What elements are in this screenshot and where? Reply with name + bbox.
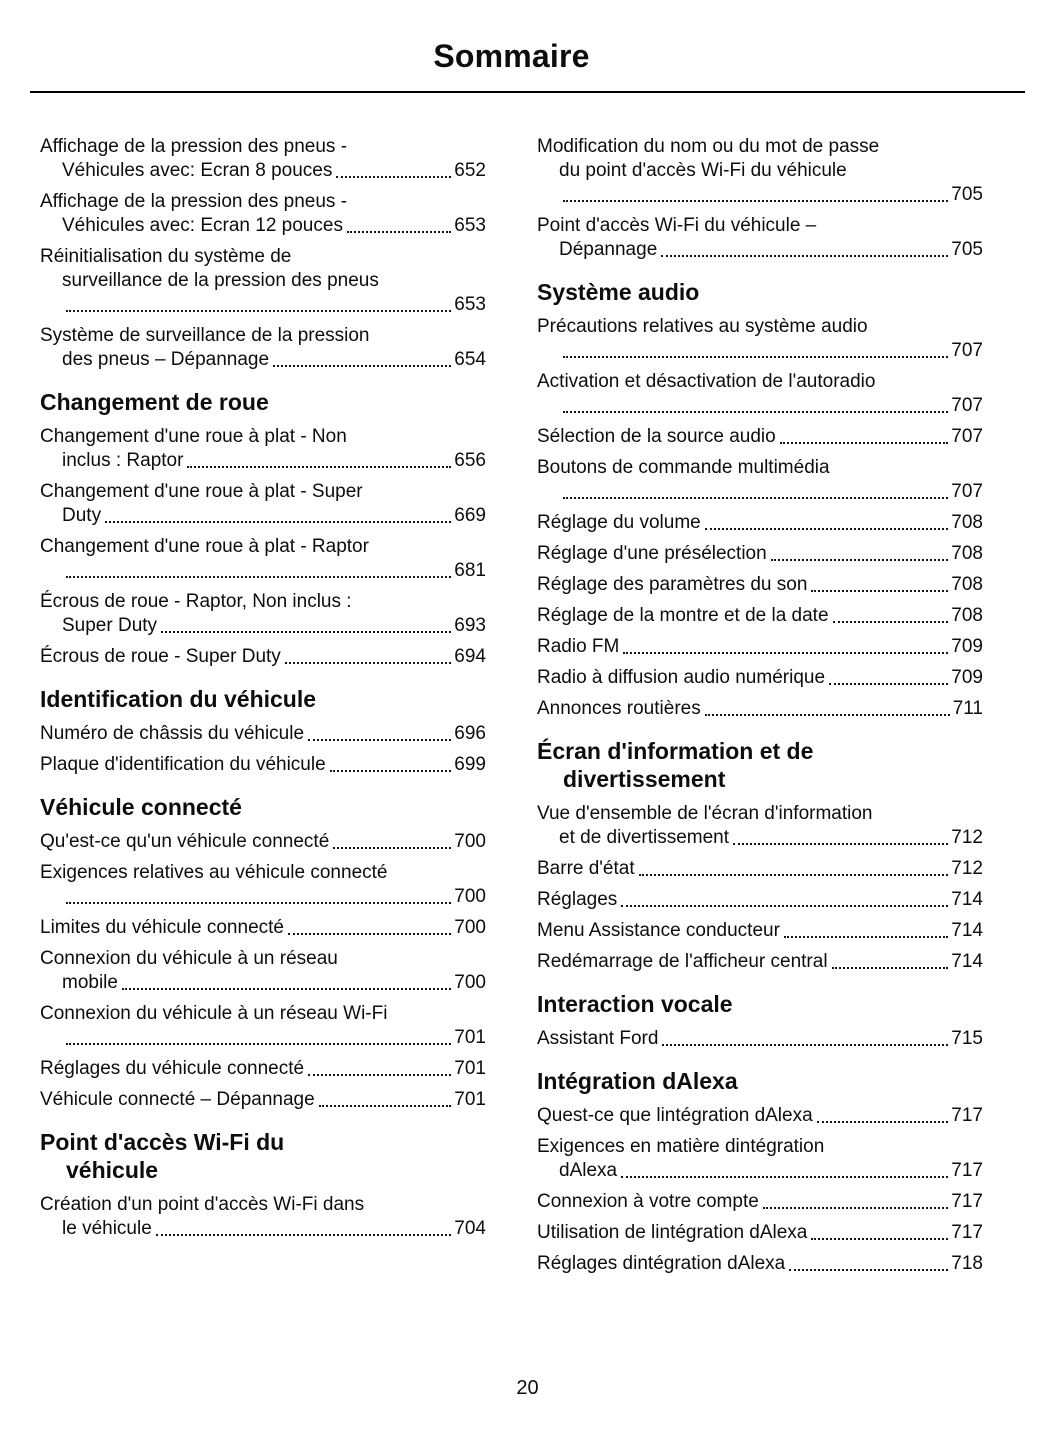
toc-entry-lastline [537, 1252, 983, 1276]
toc-entry [40, 916, 486, 940]
dot-leader [336, 176, 451, 178]
dot-leader [829, 683, 948, 685]
toc-entry-text: Création d'un point d'accès Wi-Fi dans [40, 1194, 365, 1215]
toc-entry-text: surveillance de la pression des pneus [62, 270, 379, 291]
title-divider [30, 91, 1025, 93]
toc-entry [537, 857, 983, 881]
toc-entry-text: Menu Assistance conducteur [537, 920, 780, 941]
toc-entry-lastline [40, 1217, 486, 1241]
toc-entry-lastline [537, 919, 983, 943]
toc-entry-text: Changement d'une roue à plat - Non [40, 426, 347, 447]
toc-entry-lastline [537, 480, 983, 504]
toc-entry [537, 370, 983, 418]
toc-entry-text: Connexion du véhicule à un réseau [40, 948, 338, 969]
toc-entry-text: Qu'est-ce qu'un véhicule connecté [40, 831, 330, 852]
toc-page-number: 709 [951, 636, 983, 657]
toc-entry-text: Réglage de la montre et de la date [537, 605, 829, 626]
dot-leader [563, 497, 948, 499]
dot-leader [817, 1121, 949, 1123]
toc-entry-text: Vue d'ensemble de l'écran d'information [537, 803, 873, 824]
toc-page-number: 705 [951, 239, 983, 260]
toc-entry [40, 1002, 486, 1050]
section-heading [40, 1128, 486, 1184]
toc-entry-lastline [537, 635, 983, 659]
toc-page-number: 704 [454, 1218, 486, 1239]
dot-leader [161, 631, 451, 633]
dot-leader [833, 621, 949, 623]
dot-leader [563, 411, 948, 413]
toc-entry-text: Dépannage [559, 239, 658, 260]
toc-entry [40, 590, 486, 638]
toc-entry-lastline [40, 293, 486, 317]
toc-entry-text: Véhicules avec: Ecran 8 pouces [62, 160, 333, 181]
toc-page-number: 694 [454, 646, 486, 667]
toc-entry-lastline [537, 697, 983, 721]
toc-entry [40, 324, 486, 372]
toc-entry-text: Barre d'état [537, 858, 635, 879]
toc-entry [40, 1057, 486, 1081]
toc-page-number: 654 [454, 349, 486, 370]
toc-page-number: 652 [454, 160, 486, 181]
toc-entry-lastline [537, 425, 983, 449]
section-heading-text: Véhicule connecté [40, 794, 242, 820]
toc-entry-lastline [537, 857, 983, 881]
toc-entry [537, 456, 983, 504]
dot-leader [832, 967, 949, 969]
toc-entry [40, 535, 486, 583]
section-heading-text: Intégration dAlexa [537, 1068, 738, 1094]
section-heading [40, 685, 486, 713]
toc-entry-text: Véhicule connecté – Dépannage [40, 1089, 315, 1110]
toc-entry-text: inclus : Raptor [62, 450, 184, 471]
dot-leader [563, 356, 948, 358]
section-heading-text: Système audio [537, 279, 700, 305]
toc-entry-text: Radio FM [537, 636, 620, 657]
toc-entry [40, 190, 486, 238]
toc-page-number: 653 [454, 215, 486, 236]
toc-entry [537, 315, 983, 363]
toc-page-number: 707 [951, 395, 983, 416]
dot-leader [319, 1105, 452, 1107]
toc-entry [537, 604, 983, 628]
toc-entry [40, 722, 486, 746]
toc-page-number: 700 [454, 831, 486, 852]
toc-entry-lastline [537, 339, 983, 363]
toc-entry-lastline [40, 1088, 486, 1112]
dot-leader [771, 559, 949, 561]
toc-entry-lastline [40, 559, 486, 583]
dot-leader [733, 843, 948, 845]
toc-entry-text: le véhicule [62, 1218, 152, 1239]
dot-leader [621, 905, 948, 907]
dot-leader [705, 528, 949, 530]
toc-entry-text: Réglages dintégration dAlexa [537, 1253, 786, 1274]
toc-page-number: 718 [951, 1253, 983, 1274]
toc-page-number: 669 [454, 505, 486, 526]
dot-leader [156, 1234, 452, 1236]
section-heading-text: Interaction vocale [537, 991, 733, 1017]
section-heading-text: Identification du véhicule [40, 686, 317, 712]
toc-entry [537, 573, 983, 597]
toc-entry-text: Sélection de la source audio [537, 426, 776, 447]
toc-entry-lastline [40, 722, 486, 746]
toc-entry-lastline [537, 1159, 983, 1183]
toc-entry [537, 919, 983, 943]
toc-entry-lastline [40, 214, 486, 238]
toc-entry-text: Exigences en matière dintégration [537, 1136, 825, 1157]
toc-page-number: 714 [951, 951, 983, 972]
toc-entry-text: Réinitialisation du système de [40, 246, 292, 267]
toc-columns [40, 135, 983, 1283]
toc-entry [40, 753, 486, 777]
dot-leader [66, 576, 451, 578]
toc-page-number: 693 [454, 615, 486, 636]
toc-page-number: 701 [454, 1089, 486, 1110]
section-heading [40, 388, 486, 416]
toc-page-number: 700 [454, 917, 486, 938]
dot-leader [780, 442, 949, 444]
toc-page-number: 653 [454, 294, 486, 315]
toc-entry [537, 888, 983, 912]
dot-leader [66, 902, 451, 904]
toc-page-number: 707 [951, 481, 983, 502]
toc-page-number: 712 [951, 858, 983, 879]
toc-entry-lastline [40, 449, 486, 473]
toc-column-right [537, 135, 983, 1283]
toc-entry [40, 1088, 486, 1112]
toc-entry [537, 802, 983, 850]
dot-leader [66, 310, 451, 312]
toc-entry-lastline [40, 830, 486, 854]
toc-entry-text: Utilisation de lintégration dAlexa [537, 1222, 808, 1243]
toc-entry-lastline [40, 504, 486, 528]
toc-entry-lastline [40, 348, 486, 372]
toc-entry [537, 635, 983, 659]
dot-leader [662, 1044, 948, 1046]
toc-entry-text: Exigences relatives au véhicule connecté [40, 862, 388, 883]
toc-entry-lastline [537, 542, 983, 566]
dot-leader [784, 936, 948, 938]
dot-leader [285, 662, 452, 664]
toc-entry-text: et de divertissement [559, 827, 730, 848]
toc-page-number: 681 [454, 560, 486, 581]
section-heading [40, 793, 486, 821]
toc-entry [537, 135, 983, 207]
toc-entry-text: Activation et désactivation de l'autoradio [537, 371, 876, 392]
toc-entry [40, 947, 486, 995]
dot-leader [122, 988, 451, 990]
toc-page-number: 656 [454, 450, 486, 471]
toc-column-left [40, 135, 486, 1283]
section-heading [537, 278, 983, 306]
toc-page-number: 717 [951, 1222, 983, 1243]
toc-entry-lastline [40, 753, 486, 777]
toc-entry-text: Modification du nom ou du mot de passe [537, 136, 880, 157]
toc-entry-text: Plaque d'identification du véhicule [40, 754, 326, 775]
section-heading-text: divertissement [563, 766, 726, 792]
toc-page-number: 701 [454, 1027, 486, 1048]
section-heading [537, 990, 983, 1018]
toc-page-number: 717 [951, 1191, 983, 1212]
dot-leader [763, 1207, 949, 1209]
toc-entry-lastline [537, 394, 983, 418]
toc-entry [537, 1104, 983, 1128]
toc-entry-text: Super Duty [62, 615, 158, 636]
toc-entry-text: Radio à diffusion audio numérique [537, 667, 826, 688]
toc-entry-lastline [40, 885, 486, 909]
toc-entry-text: dAlexa [559, 1160, 618, 1181]
toc-entry-text: Numéro de châssis du véhicule [40, 723, 305, 744]
dot-leader [621, 1176, 948, 1178]
toc-entry-text: Réglage des paramètres du son [537, 574, 808, 595]
toc-entry-lastline [537, 1190, 983, 1214]
toc-entry-text: Annonces routières [537, 698, 701, 719]
dot-leader [308, 739, 451, 741]
toc-entry-lastline [537, 604, 983, 628]
toc-entry [40, 425, 486, 473]
toc-entry-text: Redémarrage de l'afficheur central [537, 951, 828, 972]
toc-page-number: 717 [951, 1160, 983, 1181]
toc-entry-text: Véhicules avec: Ecran 12 pouces [62, 215, 343, 236]
dot-leader [811, 590, 948, 592]
toc-entry-text: Boutons de commande multimédia [537, 457, 830, 478]
toc-entry-lastline [537, 950, 983, 974]
toc-entry [537, 425, 983, 449]
dot-leader [563, 200, 948, 202]
toc-entry-lastline [40, 971, 486, 995]
toc-entry [40, 645, 486, 669]
toc-entry [537, 214, 983, 262]
section-heading [537, 1067, 983, 1095]
toc-entry-text: Connexion du véhicule à un réseau Wi-Fi [40, 1003, 388, 1024]
dot-leader [661, 255, 948, 257]
toc-entry-text: Système de surveillance de la pression [40, 325, 370, 346]
dot-leader [347, 231, 451, 233]
toc-page-number: 714 [951, 889, 983, 910]
toc-entry-lastline [40, 159, 486, 183]
toc-entry-text: Changement d'une roue à plat - Super [40, 481, 363, 502]
dot-leader [105, 521, 451, 523]
toc-page-number: 699 [454, 754, 486, 775]
toc-entry-lastline [537, 183, 983, 207]
toc-entry-lastline [537, 888, 983, 912]
toc-entry-text: du point d'accès Wi-Fi du véhicule [559, 160, 847, 181]
toc-entry-lastline [537, 511, 983, 535]
toc-entry-lastline [537, 238, 983, 262]
toc-entry-text: des pneus – Dépannage [62, 349, 270, 370]
toc-entry [537, 666, 983, 690]
toc-entry-text: Affichage de la pression des pneus - [40, 191, 348, 212]
toc-entry-lastline [40, 614, 486, 638]
section-heading-text: Écran d'information et de [537, 738, 814, 764]
toc-entry-text: mobile [62, 972, 118, 993]
toc-entry-text: Assistant Ford [537, 1028, 659, 1049]
toc-entry [537, 697, 983, 721]
dot-leader [789, 1269, 948, 1271]
toc-entry [537, 1221, 983, 1245]
toc-entry-lastline [537, 1104, 983, 1128]
section-heading-text: véhicule [66, 1157, 159, 1183]
section-heading [537, 737, 983, 793]
section-heading-text: Changement de roue [40, 389, 269, 415]
toc-entry-text: Réglages [537, 889, 618, 910]
toc-entry [40, 480, 486, 528]
toc-entry-lastline [537, 666, 983, 690]
toc-entry-text: Limites du véhicule connecté [40, 917, 284, 938]
dot-leader [273, 365, 451, 367]
toc-page-number: 715 [951, 1028, 983, 1049]
toc-entry-text: Changement d'une roue à plat - Raptor [40, 536, 369, 557]
toc-entry [537, 1190, 983, 1214]
toc-entry-lastline [537, 1027, 983, 1051]
toc-page-number: 708 [951, 574, 983, 595]
toc-page-number: 701 [454, 1058, 486, 1079]
toc-entry [40, 830, 486, 854]
page-title: Sommaire [433, 38, 590, 74]
toc-entry-lastline [40, 1026, 486, 1050]
page-number: 20 [516, 1377, 539, 1399]
toc-page-number: 709 [951, 667, 983, 688]
toc-entry-text: Affichage de la pression des pneus - [40, 136, 348, 157]
toc-page-number: 700 [454, 886, 486, 907]
toc-entry-text: Connexion à votre compte [537, 1191, 759, 1212]
dot-leader [288, 933, 451, 935]
toc-entry-text: Précautions relatives au système audio [537, 316, 868, 337]
toc-entry-lastline [40, 916, 486, 940]
toc-entry [537, 542, 983, 566]
dot-leader [639, 874, 949, 876]
toc-entry-text: Réglage d'une présélection [537, 543, 767, 564]
toc-page-number: 700 [454, 972, 486, 993]
toc-page-number: 708 [951, 605, 983, 626]
toc-entry [537, 1135, 983, 1183]
toc-entry-lastline [537, 573, 983, 597]
toc-entry-lastline [40, 1057, 486, 1081]
dot-leader [333, 847, 451, 849]
toc-entry [40, 1193, 486, 1241]
dot-leader [330, 770, 452, 772]
toc-entry-text: Point d'accès Wi-Fi du véhicule – [537, 215, 817, 236]
dot-leader [623, 652, 948, 654]
toc-page-number: 714 [951, 920, 983, 941]
dot-leader [187, 466, 451, 468]
toc-entry [537, 511, 983, 535]
toc-entry-lastline [537, 1221, 983, 1245]
toc-page-number: 708 [951, 512, 983, 533]
toc-entry-text: Écrous de roue - Raptor, Non inclus : [40, 591, 352, 612]
toc-entry [40, 245, 486, 317]
toc-entry [537, 950, 983, 974]
toc-entry [537, 1252, 983, 1276]
toc-page-number: 705 [951, 184, 983, 205]
dot-leader [811, 1238, 948, 1240]
dot-leader [308, 1074, 451, 1076]
dot-leader [66, 1043, 451, 1045]
toc-entry-text: Réglages du véhicule connecté [40, 1058, 305, 1079]
toc-page-number: 707 [951, 426, 983, 447]
toc-entry [40, 861, 486, 909]
section-heading-text: Point d'accès Wi-Fi du [40, 1129, 285, 1155]
toc-entry-lastline [40, 645, 486, 669]
toc-page-number: 708 [951, 543, 983, 564]
toc-entry-text: Duty [62, 505, 102, 526]
toc-entry-text: Quest-ce que lintégration dAlexa [537, 1105, 813, 1126]
toc-entry-lastline [537, 826, 983, 850]
toc-entry [40, 135, 486, 183]
toc-page-number: 707 [951, 340, 983, 361]
toc-entry-text: Réglage du volume [537, 512, 701, 533]
toc-entry-text: Écrous de roue - Super Duty [40, 646, 281, 667]
dot-leader [705, 714, 950, 716]
toc-entry [537, 1027, 983, 1051]
toc-page-number: 712 [951, 827, 983, 848]
toc-page-number: 717 [951, 1105, 983, 1126]
toc-page-number: 711 [952, 698, 983, 719]
toc-page-number: 696 [454, 723, 486, 744]
